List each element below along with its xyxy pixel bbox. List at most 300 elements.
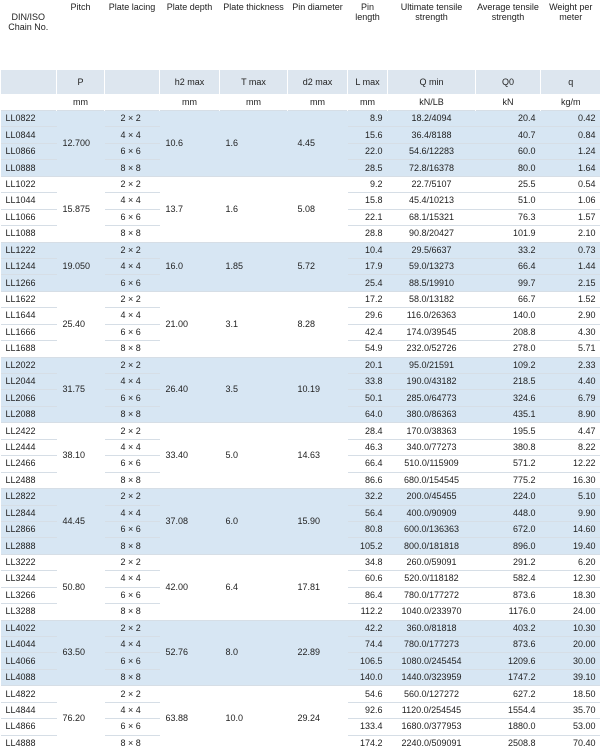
chain-number-cell: LL2444 — [1, 439, 57, 455]
plate-lacing-cell: 2 × 2 — [105, 686, 160, 702]
ultimate-strength-cell: 400.0/90909 — [388, 505, 476, 521]
pin-length-cell: 32.2 — [348, 489, 388, 505]
plate-lacing-cell: 6 × 6 — [105, 521, 160, 537]
column-symbol: L max — [348, 70, 388, 94]
average-strength-cell: 224.0 — [476, 489, 541, 505]
table-row — [1, 423, 600, 439]
column-unit — [1, 94, 57, 111]
weight-cell: 18.50 — [541, 686, 600, 702]
average-strength-cell: 66.7 — [476, 291, 541, 307]
table-row — [1, 620, 600, 636]
weight-cell: 10.30 — [541, 620, 600, 636]
average-strength-cell: 109.2 — [476, 357, 541, 373]
weight-cell: 39.10 — [541, 669, 600, 685]
pin-length-cell: 8.9 — [348, 111, 388, 127]
pin-length-cell: 50.1 — [348, 390, 388, 406]
table-row — [1, 242, 600, 258]
chain-number-cell: LL1644 — [1, 308, 57, 324]
plate-lacing-cell: 8 × 8 — [105, 735, 160, 751]
column-header: Plate depth — [160, 0, 220, 70]
chain-number-cell: LL2888 — [1, 538, 57, 554]
average-strength-cell: 873.6 — [476, 587, 541, 603]
average-strength-cell: 448.0 — [476, 505, 541, 521]
average-strength-cell: 218.5 — [476, 374, 541, 390]
plate-lacing-cell: 8 × 8 — [105, 341, 160, 357]
table-row — [1, 489, 600, 505]
plate-depth-cell: 33.40 — [160, 423, 220, 489]
table-header — [1, 0, 600, 111]
plate-lacing-cell: 8 × 8 — [105, 406, 160, 422]
weight-cell: 2.33 — [541, 357, 600, 373]
weight-cell: 0.84 — [541, 127, 600, 143]
chain-number-cell: LL1666 — [1, 324, 57, 340]
ultimate-strength-cell: 1440.0/323959 — [388, 669, 476, 685]
average-strength-cell: 1554.4 — [476, 702, 541, 718]
plate-lacing-cell: 8 × 8 — [105, 604, 160, 620]
average-strength-cell: 2508.8 — [476, 735, 541, 751]
column-symbol — [105, 70, 160, 94]
average-strength-cell: 20.4 — [476, 111, 541, 127]
average-strength-cell: 672.0 — [476, 521, 541, 537]
ultimate-strength-cell: 340.0/77273 — [388, 439, 476, 455]
pin-length-cell: 20.1 — [348, 357, 388, 373]
average-strength-cell: 51.0 — [476, 193, 541, 209]
average-strength-cell: 627.2 — [476, 686, 541, 702]
plate-thickness-cell: 1.6 — [220, 176, 288, 242]
pin-length-cell: 9.2 — [348, 176, 388, 192]
ultimate-strength-cell: 780.0/177273 — [388, 637, 476, 653]
column-header: DIN/ISO Chain No. — [1, 0, 57, 70]
chain-number-cell: LL2044 — [1, 374, 57, 390]
column-unit: mm — [57, 94, 105, 111]
ultimate-strength-cell: 2240.0/509091 — [388, 735, 476, 751]
chain-number-cell: LL0866 — [1, 143, 57, 159]
plate-thickness-cell: 8.0 — [220, 620, 288, 686]
plate-lacing-cell: 4 × 4 — [105, 637, 160, 653]
weight-cell: 12.22 — [541, 456, 600, 472]
ultimate-strength-cell: 45.4/10213 — [388, 193, 476, 209]
average-strength-cell: 896.0 — [476, 538, 541, 554]
average-strength-cell: 101.9 — [476, 226, 541, 242]
plate-thickness-cell: 3.1 — [220, 291, 288, 357]
ultimate-strength-cell: 22.7/5107 — [388, 176, 476, 192]
plate-lacing-cell: 8 × 8 — [105, 472, 160, 488]
pin-length-cell: 92.6 — [348, 702, 388, 718]
plate-lacing-cell: 2 × 2 — [105, 423, 160, 439]
plate-lacing-cell: 6 × 6 — [105, 324, 160, 340]
ultimate-strength-cell: 54.6/12283 — [388, 143, 476, 159]
ultimate-strength-cell: 680.0/154545 — [388, 472, 476, 488]
pin-length-cell: 28.5 — [348, 160, 388, 176]
table-row — [1, 357, 600, 373]
column-unit: mm — [160, 94, 220, 111]
pin-length-cell: 106.5 — [348, 653, 388, 669]
chain-number-cell: LL4888 — [1, 735, 57, 751]
average-strength-cell: 873.6 — [476, 637, 541, 653]
weight-cell: 18.30 — [541, 587, 600, 603]
average-strength-cell: 66.4 — [476, 258, 541, 274]
plate-lacing-cell: 8 × 8 — [105, 669, 160, 685]
average-strength-cell: 291.2 — [476, 554, 541, 570]
weight-cell: 30.00 — [541, 653, 600, 669]
pin-length-cell: 74.4 — [348, 637, 388, 653]
plate-depth-cell: 52.76 — [160, 620, 220, 686]
column-symbol: P — [57, 70, 105, 94]
pitch-cell: 15.875 — [57, 176, 105, 242]
plate-thickness-cell: 6.0 — [220, 489, 288, 555]
plate-lacing-cell: 4 × 4 — [105, 308, 160, 324]
pin-length-cell: 140.0 — [348, 669, 388, 685]
column-symbol: Q0 — [476, 70, 541, 94]
plate-lacing-cell: 6 × 6 — [105, 390, 160, 406]
pin-length-cell: 112.2 — [348, 604, 388, 620]
average-strength-cell: 208.8 — [476, 324, 541, 340]
weight-cell: 16.30 — [541, 472, 600, 488]
plate-lacing-cell: 2 × 2 — [105, 111, 160, 127]
chain-number-cell: LL1688 — [1, 341, 57, 357]
plate-lacing-cell: 6 × 6 — [105, 587, 160, 603]
pin-diameter-cell: 5.08 — [288, 176, 348, 242]
pin-length-cell: 86.6 — [348, 472, 388, 488]
pitch-cell: 31.75 — [57, 357, 105, 423]
ultimate-strength-cell: 600.0/136363 — [388, 521, 476, 537]
pin-diameter-cell: 14.63 — [288, 423, 348, 489]
chain-number-cell: LL3288 — [1, 604, 57, 620]
ultimate-strength-cell: 88.5/19910 — [388, 275, 476, 291]
ultimate-strength-cell: 18.2/4094 — [388, 111, 476, 127]
plate-lacing-cell: 4 × 4 — [105, 127, 160, 143]
average-strength-cell: 1176.0 — [476, 604, 541, 620]
pin-length-cell: 105.2 — [348, 538, 388, 554]
weight-cell: 1.64 — [541, 160, 600, 176]
ultimate-strength-cell: 174.0/39545 — [388, 324, 476, 340]
pin-length-cell: 66.4 — [348, 456, 388, 472]
column-symbol: h2 max — [160, 70, 220, 94]
ultimate-strength-cell: 116.0/26363 — [388, 308, 476, 324]
plate-depth-cell: 37.08 — [160, 489, 220, 555]
average-strength-cell: 1209.6 — [476, 653, 541, 669]
column-header: Pin diameter — [288, 0, 348, 70]
plate-lacing-cell: 8 × 8 — [105, 538, 160, 554]
pin-length-cell: 28.8 — [348, 226, 388, 242]
plate-lacing-cell: 2 × 2 — [105, 291, 160, 307]
weight-cell: 1.24 — [541, 143, 600, 159]
pin-length-cell: 25.4 — [348, 275, 388, 291]
column-header: Pitch — [57, 0, 105, 70]
plate-lacing-cell: 2 × 2 — [105, 176, 160, 192]
ultimate-strength-cell: 29.5/6637 — [388, 242, 476, 258]
pin-length-cell: 34.8 — [348, 554, 388, 570]
ultimate-strength-cell: 59.0/13273 — [388, 258, 476, 274]
column-unit: kg/m — [541, 94, 600, 111]
pin-length-cell: 15.8 — [348, 193, 388, 209]
column-unit: mm — [348, 94, 388, 111]
ultimate-strength-cell: 90.8/20427 — [388, 226, 476, 242]
column-symbol: d2 max — [288, 70, 348, 94]
chain-number-cell: LL2844 — [1, 505, 57, 521]
average-strength-cell: 140.0 — [476, 308, 541, 324]
column-unit: kN — [476, 94, 541, 111]
chain-number-cell: LL3266 — [1, 587, 57, 603]
average-strength-cell: 380.8 — [476, 439, 541, 455]
chain-number-cell: LL4822 — [1, 686, 57, 702]
pin-length-cell: 54.9 — [348, 341, 388, 357]
ultimate-strength-cell: 72.8/16378 — [388, 160, 476, 176]
pitch-cell: 76.20 — [57, 686, 105, 751]
plate-lacing-cell: 4 × 4 — [105, 193, 160, 209]
chain-number-cell: LL2466 — [1, 456, 57, 472]
plate-lacing-cell: 6 × 6 — [105, 209, 160, 225]
plate-thickness-cell: 1.6 — [220, 111, 288, 177]
ultimate-strength-cell: 260.0/59091 — [388, 554, 476, 570]
chain-number-cell: LL4044 — [1, 637, 57, 653]
chain-number-cell: LL4022 — [1, 620, 57, 636]
weight-cell: 2.90 — [541, 308, 600, 324]
weight-cell: 19.40 — [541, 538, 600, 554]
weight-cell: 8.90 — [541, 406, 600, 422]
pitch-cell: 50.80 — [57, 554, 105, 620]
average-strength-cell: 324.6 — [476, 390, 541, 406]
average-strength-cell: 582.4 — [476, 571, 541, 587]
plate-depth-cell: 42.00 — [160, 554, 220, 620]
pin-length-cell: 174.2 — [348, 735, 388, 751]
pin-diameter-cell: 29.24 — [288, 686, 348, 751]
weight-cell: 70.40 — [541, 735, 600, 751]
weight-cell: 0.73 — [541, 242, 600, 258]
weight-cell: 4.30 — [541, 324, 600, 340]
weight-cell: 20.00 — [541, 637, 600, 653]
average-strength-cell: 80.0 — [476, 160, 541, 176]
chain-number-cell: LL1622 — [1, 291, 57, 307]
ultimate-strength-cell: 510.0/115909 — [388, 456, 476, 472]
weight-cell: 5.10 — [541, 489, 600, 505]
plate-lacing-cell: 2 × 2 — [105, 554, 160, 570]
pin-length-cell: 17.2 — [348, 291, 388, 307]
chain-number-cell: LL0888 — [1, 160, 57, 176]
ultimate-strength-cell: 1040.0/233970 — [388, 604, 476, 620]
table-row — [1, 291, 600, 307]
weight-cell: 9.90 — [541, 505, 600, 521]
plate-depth-cell: 16.0 — [160, 242, 220, 291]
pin-length-cell: 133.4 — [348, 719, 388, 735]
average-strength-cell: 1747.2 — [476, 669, 541, 685]
pin-length-cell: 60.6 — [348, 571, 388, 587]
plate-lacing-cell: 4 × 4 — [105, 702, 160, 718]
chain-number-cell: LL2088 — [1, 406, 57, 422]
chain-number-cell: LL1266 — [1, 275, 57, 291]
column-unit: mm — [220, 94, 288, 111]
weight-cell: 12.30 — [541, 571, 600, 587]
ultimate-strength-cell: 95.0/21591 — [388, 357, 476, 373]
plate-depth-cell: 63.88 — [160, 686, 220, 751]
ultimate-strength-cell: 190.0/43182 — [388, 374, 476, 390]
ultimate-strength-cell: 68.1/15321 — [388, 209, 476, 225]
chain-number-cell: LL2822 — [1, 489, 57, 505]
ultimate-strength-cell: 380.0/86363 — [388, 406, 476, 422]
plate-lacing-cell: 6 × 6 — [105, 719, 160, 735]
column-header: Plate lacing — [105, 0, 160, 70]
pin-length-cell: 86.4 — [348, 587, 388, 603]
column-unit — [105, 94, 160, 111]
pin-length-cell: 46.3 — [348, 439, 388, 455]
weight-cell: 6.20 — [541, 554, 600, 570]
weight-cell: 8.22 — [541, 439, 600, 455]
average-strength-cell: 40.7 — [476, 127, 541, 143]
column-symbol — [1, 70, 57, 94]
plate-lacing-cell: 4 × 4 — [105, 505, 160, 521]
pitch-cell: 44.45 — [57, 489, 105, 555]
weight-cell: 35.70 — [541, 702, 600, 718]
plate-lacing-cell: 8 × 8 — [105, 160, 160, 176]
plate-lacing-cell: 6 × 6 — [105, 456, 160, 472]
average-strength-cell: 403.2 — [476, 620, 541, 636]
weight-cell: 1.52 — [541, 291, 600, 307]
column-symbol: T max — [220, 70, 288, 94]
ultimate-strength-cell: 520.0/118182 — [388, 571, 476, 587]
weight-cell: 53.00 — [541, 719, 600, 735]
plate-lacing-cell: 6 × 6 — [105, 275, 160, 291]
average-strength-cell: 571.2 — [476, 456, 541, 472]
plate-lacing-cell: 6 × 6 — [105, 143, 160, 159]
column-symbol: Q min — [388, 70, 476, 94]
column-header: Plate thickness — [220, 0, 288, 70]
weight-cell: 5.71 — [541, 341, 600, 357]
pin-length-cell: 22.0 — [348, 143, 388, 159]
chain-number-cell: LL3222 — [1, 554, 57, 570]
plate-lacing-cell: 2 × 2 — [105, 489, 160, 505]
chain-number-cell: LL4088 — [1, 669, 57, 685]
chain-number-cell: LL1066 — [1, 209, 57, 225]
ultimate-strength-cell: 780.0/177272 — [388, 587, 476, 603]
pin-diameter-cell: 5.72 — [288, 242, 348, 291]
chain-number-cell: LL1044 — [1, 193, 57, 209]
ultimate-strength-cell: 285.0/64773 — [388, 390, 476, 406]
weight-cell: 0.42 — [541, 111, 600, 127]
pin-diameter-cell: 15.90 — [288, 489, 348, 555]
pin-diameter-cell: 22.89 — [288, 620, 348, 686]
average-strength-cell: 775.2 — [476, 472, 541, 488]
ultimate-strength-cell: 36.4/8188 — [388, 127, 476, 143]
pin-length-cell: 10.4 — [348, 242, 388, 258]
ultimate-strength-cell: 58.0/13182 — [388, 291, 476, 307]
plate-lacing-cell: 4 × 4 — [105, 258, 160, 274]
pitch-cell: 25.40 — [57, 291, 105, 357]
weight-cell: 4.40 — [541, 374, 600, 390]
plate-lacing-cell: 8 × 8 — [105, 226, 160, 242]
pin-length-cell: 42.4 — [348, 324, 388, 340]
average-strength-cell: 33.2 — [476, 242, 541, 258]
weight-cell: 0.54 — [541, 176, 600, 192]
weight-cell: 24.00 — [541, 604, 600, 620]
plate-lacing-cell: 6 × 6 — [105, 653, 160, 669]
weight-cell: 1.44 — [541, 258, 600, 274]
pin-length-cell: 54.6 — [348, 686, 388, 702]
pin-diameter-cell: 10.19 — [288, 357, 348, 423]
pin-length-cell: 33.8 — [348, 374, 388, 390]
chain-number-cell: LL4844 — [1, 702, 57, 718]
weight-cell: 14.60 — [541, 521, 600, 537]
chain-number-cell: LL1244 — [1, 258, 57, 274]
plate-lacing-cell: 4 × 4 — [105, 374, 160, 390]
chain-number-cell: LL0822 — [1, 111, 57, 127]
plate-thickness-cell: 10.0 — [220, 686, 288, 751]
average-strength-cell: 435.1 — [476, 406, 541, 422]
plate-thickness-cell: 3.5 — [220, 357, 288, 423]
chain-number-cell: LL1088 — [1, 226, 57, 242]
table-row — [1, 176, 600, 192]
pitch-cell: 63.50 — [57, 620, 105, 686]
pitch-cell: 12.700 — [57, 111, 105, 177]
ultimate-strength-cell: 360.0/81818 — [388, 620, 476, 636]
chain-number-cell: LL4866 — [1, 719, 57, 735]
plate-depth-cell: 26.40 — [160, 357, 220, 423]
average-strength-cell: 60.0 — [476, 143, 541, 159]
weight-cell: 4.47 — [541, 423, 600, 439]
ultimate-strength-cell: 1080.0/245454 — [388, 653, 476, 669]
pitch-cell: 19.050 — [57, 242, 105, 291]
chain-number-cell: LL3244 — [1, 571, 57, 587]
plate-thickness-cell: 6.4 — [220, 554, 288, 620]
average-strength-cell: 99.7 — [476, 275, 541, 291]
pin-length-cell: 42.2 — [348, 620, 388, 636]
plate-depth-cell: 21.00 — [160, 291, 220, 357]
pin-diameter-cell: 8.28 — [288, 291, 348, 357]
weight-cell: 1.57 — [541, 209, 600, 225]
ultimate-strength-cell: 200.0/45455 — [388, 489, 476, 505]
table-row — [1, 554, 600, 570]
pin-length-cell: 17.9 — [348, 258, 388, 274]
pin-diameter-cell: 4.45 — [288, 111, 348, 177]
average-strength-cell: 195.5 — [476, 423, 541, 439]
column-header: Pin length — [348, 0, 388, 70]
pin-length-cell: 56.4 — [348, 505, 388, 521]
plate-lacing-cell: 2 × 2 — [105, 357, 160, 373]
chain-number-cell: LL4066 — [1, 653, 57, 669]
chain-number-cell: LL2422 — [1, 423, 57, 439]
plate-lacing-cell: 4 × 4 — [105, 571, 160, 587]
chain-number-cell: LL1222 — [1, 242, 57, 258]
chain-number-cell: LL1022 — [1, 176, 57, 192]
plate-depth-cell: 10.6 — [160, 111, 220, 177]
pin-length-cell: 29.6 — [348, 308, 388, 324]
chain-number-cell: LL2488 — [1, 472, 57, 488]
pin-length-cell: 80.8 — [348, 521, 388, 537]
ultimate-strength-cell: 170.0/38363 — [388, 423, 476, 439]
ultimate-strength-cell: 1680.0/377953 — [388, 719, 476, 735]
plate-lacing-cell: 4 × 4 — [105, 439, 160, 455]
ultimate-strength-cell: 800.0/181818 — [388, 538, 476, 554]
average-strength-cell: 278.0 — [476, 341, 541, 357]
column-header: Ultimate tensile strength — [388, 0, 476, 70]
plate-lacing-cell: 2 × 2 — [105, 620, 160, 636]
table-row — [1, 686, 600, 702]
column-header: Average tensile strength — [476, 0, 541, 70]
ultimate-strength-cell: 1120.0/254545 — [388, 702, 476, 718]
column-header: Weight per meter — [541, 0, 600, 70]
column-unit: mm — [288, 94, 348, 111]
column-unit: kN/LB — [388, 94, 476, 111]
plate-thickness-cell: 1.85 — [220, 242, 288, 291]
average-strength-cell: 1880.0 — [476, 719, 541, 735]
average-strength-cell: 76.3 — [476, 209, 541, 225]
pin-length-cell: 15.6 — [348, 127, 388, 143]
pin-length-cell: 28.4 — [348, 423, 388, 439]
ultimate-strength-cell: 560.0/127272 — [388, 686, 476, 702]
weight-cell: 6.79 — [541, 390, 600, 406]
chain-number-cell: LL2866 — [1, 521, 57, 537]
pin-length-cell: 64.0 — [348, 406, 388, 422]
column-symbol: q — [541, 70, 600, 94]
